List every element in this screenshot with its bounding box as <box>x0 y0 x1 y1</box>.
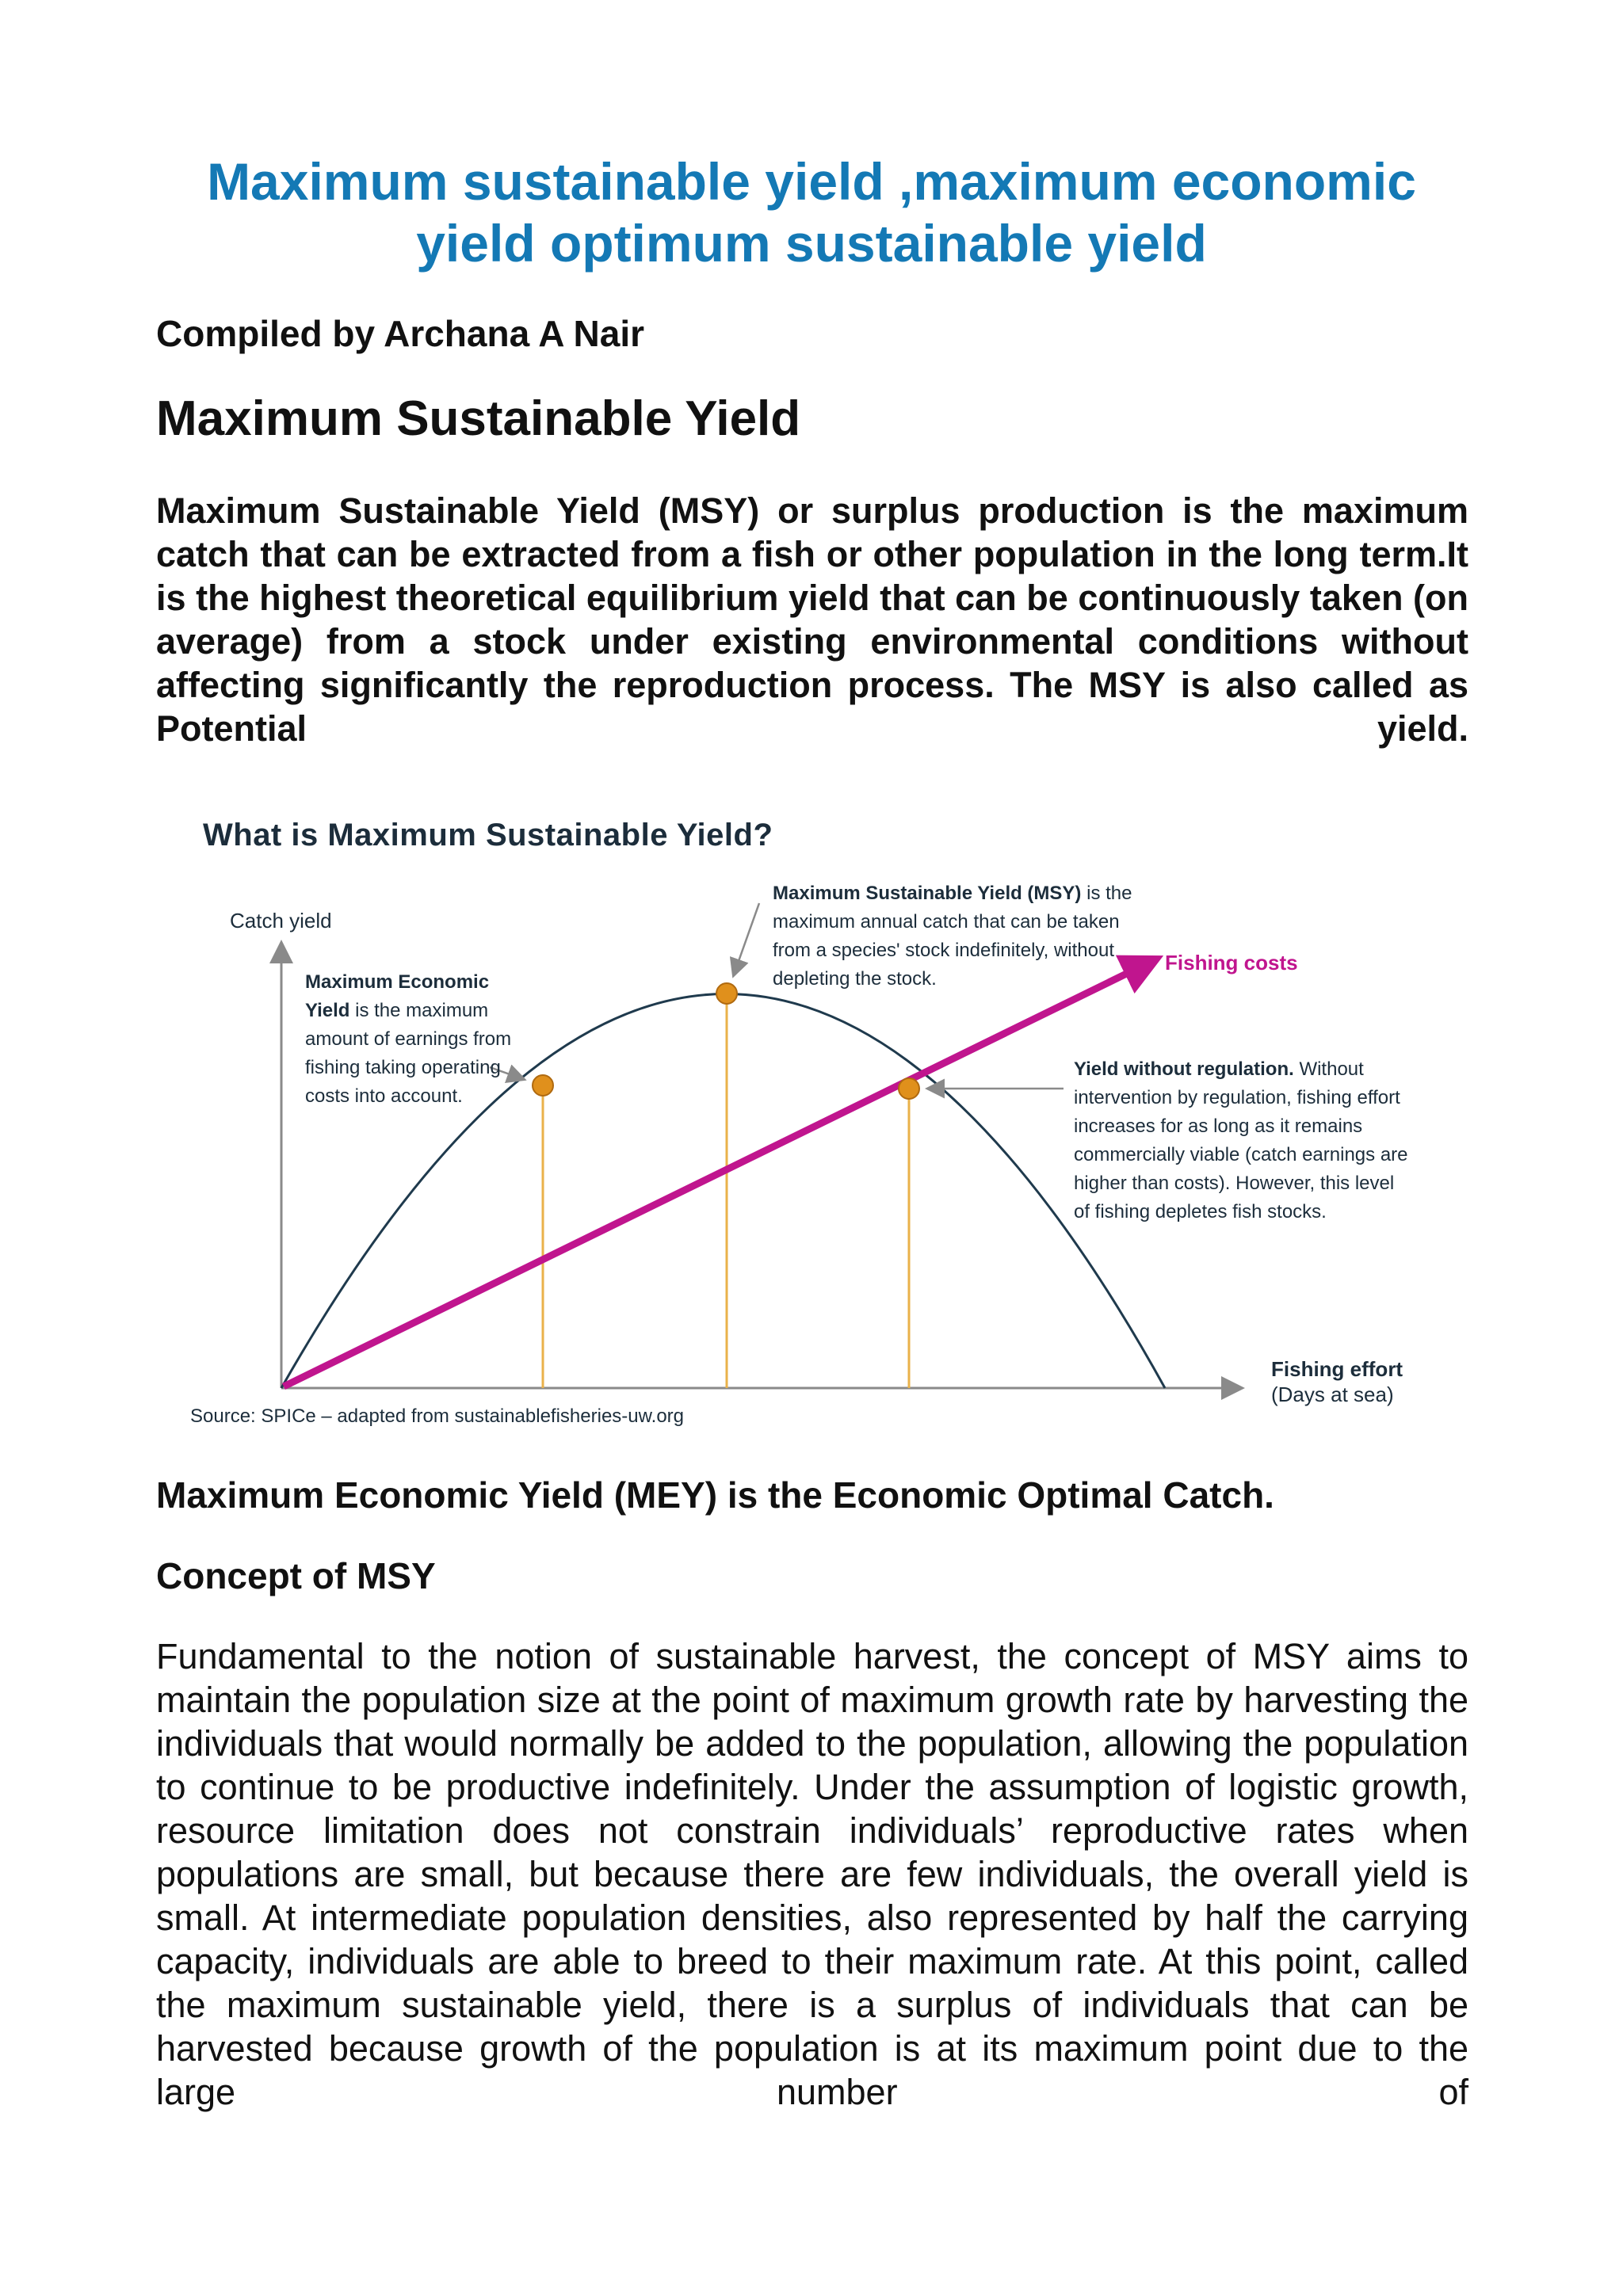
regulation-annotation-bold: Yield without regulation. <box>1074 1058 1294 1080</box>
mey-marker <box>533 1075 553 1096</box>
document-title: Maximum sustainable yield ,maximum economic yield optimum sustainable yield <box>207 152 1416 273</box>
figure-title: What is Maximum Sustainable Yield? <box>203 818 773 852</box>
regulation-annotation-text: Without intervention by regulation, fishing effort increases for as long as it remains commercially viable (catch earnings are higher than costs). However, this level of fishing depletes fish stocks. <box>1074 1058 1408 1222</box>
x-axis-label <box>1271 1356 1403 1407</box>
fishing-costs-label: Fishing costs <box>1165 951 1298 974</box>
y-axis-label: Catch yield <box>230 909 332 933</box>
msy-annotation-text: is the maximum annual catch that can be taken from a species' stock indefinitely, without depleting the stock. <box>773 883 1132 990</box>
msy-marker <box>716 983 737 1004</box>
x-axis-label-main: Fishing effort <box>1271 1357 1403 1381</box>
mey-annotation-text: is the maximum amount of earnings from fishing taking operating costs into account. <box>305 1000 512 1107</box>
concept-paragraph: Fundamental to the notion of sustainable harvest, the concept of MSY aims to maintain the population size at the point of maximum growth rate by harvesting the individuals that would normally be added to the population, allowing the population to continue to be productive indefinitely. Under the assumption of logistic growth, resource limitation does not constrain individuals’ reproductive rates when populations are small, but because there are few individuals, the overall yield is small. At intermediate population densities, also represented by half the carrying capacity, individuals are able to breed to their maximum rate. At this point, called the maximum sustainable yield, there is a surplus of individuals that can be harvested because growth of the population is at its maximum point due to the large number of <box>156 1636 1468 2112</box>
x-axis-label-sub: (Days at sea) <box>1271 1383 1394 1406</box>
reg-marker <box>899 1078 919 1099</box>
author-line: Compiled by Archana A Nair <box>156 313 645 354</box>
msy-annotation <box>773 879 1145 994</box>
intro-paragraph: Maximum Sustainable Yield (MSY) or surplus production is the maximum catch that can be extracted from a fish or other population in the long term.It is the highest theoretical equilibrium yield that can be continuously taken (on average) from a stock under existing environmental conditions without affecting significantly the reproduction process. The MSY is also called as Potential yield. <box>156 490 1468 749</box>
concept-heading: Concept of MSY <box>156 1555 436 1596</box>
msy-figure <box>182 810 1426 1444</box>
regulation-annotation <box>1074 1055 1415 1226</box>
msy-pointer <box>734 903 759 974</box>
mey-annotation <box>305 968 535 1111</box>
mey-statement: Maximum Economic Yield (MEY) is the Economic Optimal Catch. <box>156 1474 1274 1516</box>
section-heading-msy: Maximum Sustainable Yield <box>156 391 801 446</box>
mey-annotation-bold: Maximum Economic Yield <box>305 971 490 1021</box>
msy-annotation-bold: Maximum Sustainable Yield (MSY) <box>773 883 1082 904</box>
figure-source: Source: SPICe – adapted from sustainablefisheries-uw.org <box>190 1405 685 1427</box>
